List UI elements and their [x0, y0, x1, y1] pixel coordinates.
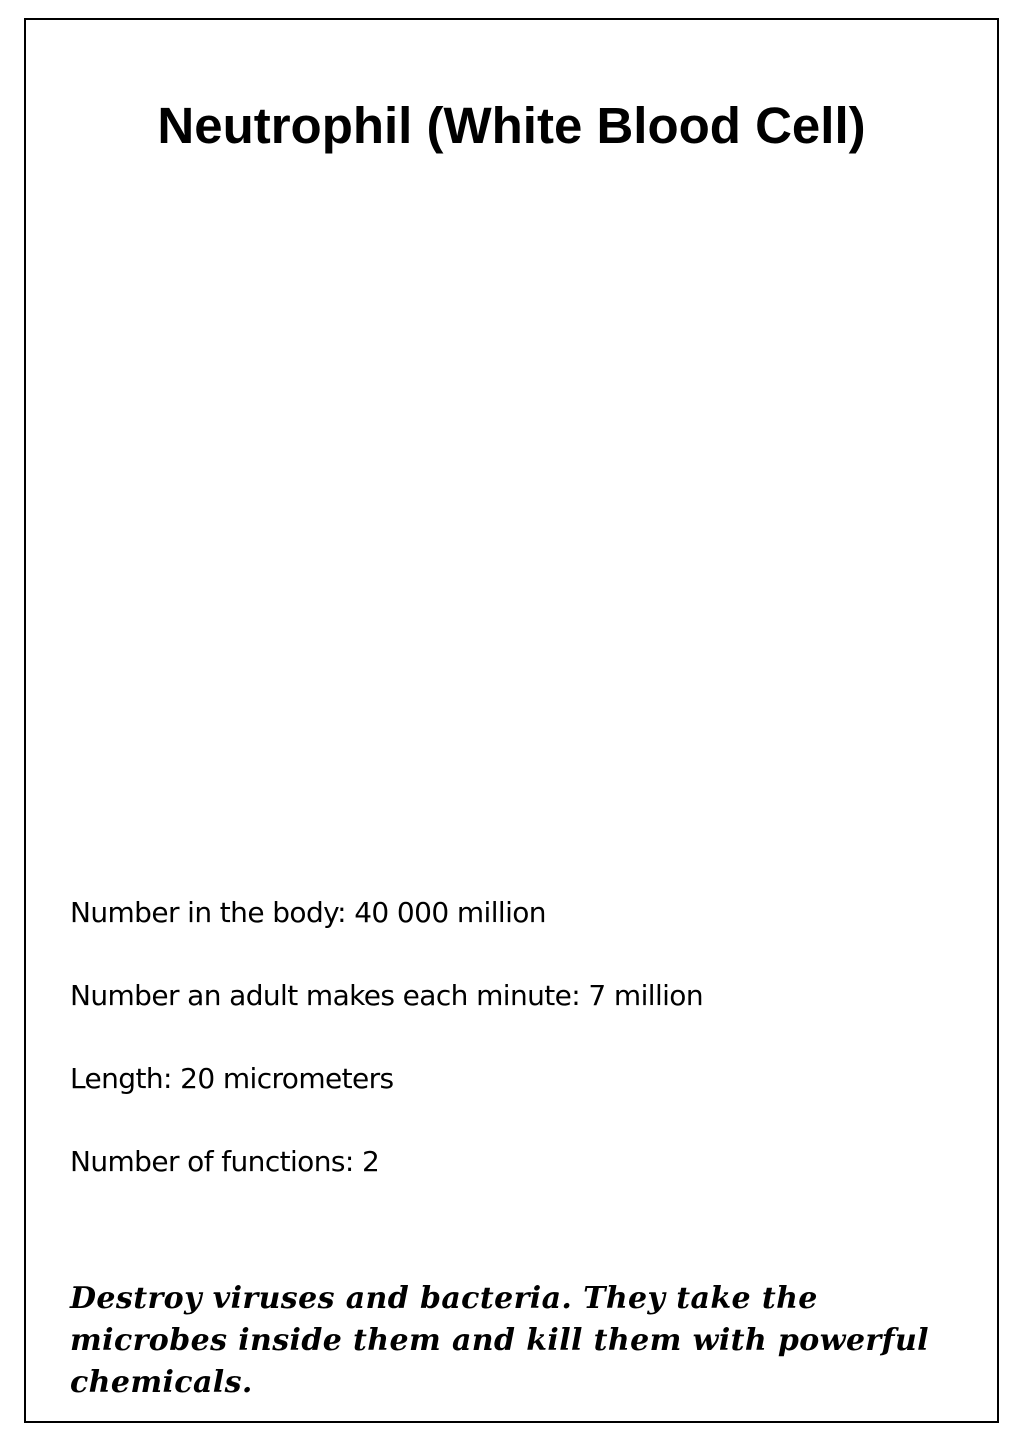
- facts-list: [70, 888, 703, 1220]
- function-description: Destroy viruses and bacteria. They take the microbes inside them and kill them with powerful chemicals.: [70, 1281, 929, 1400]
- card-title: Neutrophil (White Blood Cell): [157, 97, 866, 154]
- fact-production-rate: Number an adult makes each minute: 7 million: [70, 979, 703, 1012]
- fact-number-of-functions: Number of functions: 2: [70, 1145, 380, 1178]
- fact-length: Length: 20 micrometers: [70, 1062, 394, 1095]
- cell-card: [24, 18, 999, 1423]
- cell-image-area: [66, 180, 957, 880]
- fact-number-in-body: Number in the body: 40 000 million: [70, 896, 546, 929]
